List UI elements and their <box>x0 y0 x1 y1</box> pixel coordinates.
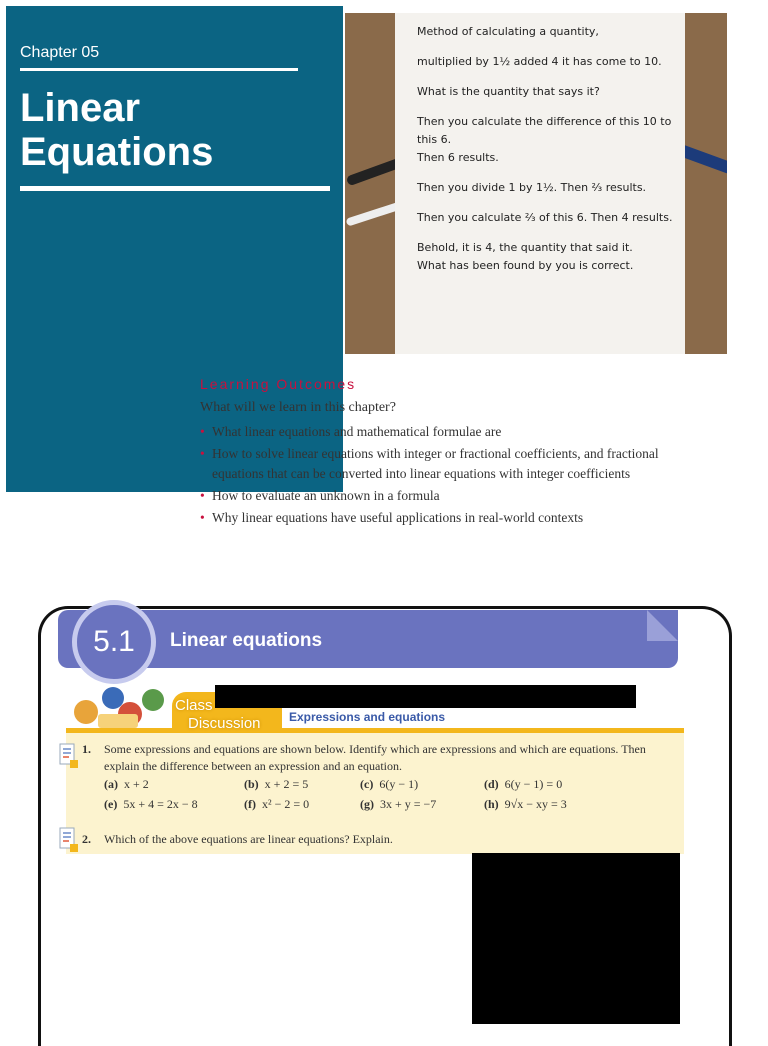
option-b <box>244 777 308 792</box>
option-label: (g) <box>360 797 374 811</box>
redaction-block <box>215 685 636 708</box>
note-line: What has been found by you is correct. <box>417 259 634 272</box>
option-label: (f) <box>244 797 256 811</box>
note-line: Then you calculate ⅔ of this 6. Then 4 results. <box>417 211 673 224</box>
list-item: • How to evaluate an unknown in a formula <box>200 486 680 506</box>
class-discussion-label-discussion: Discussion <box>188 715 261 732</box>
list-item: • What linear equations and mathematical formulae are <box>200 422 680 442</box>
option-h <box>484 797 567 812</box>
note-line: Method of calculating a quantity, <box>417 25 599 38</box>
question-1-number: 1. <box>82 742 91 756</box>
handwritten-note-photo <box>345 13 727 354</box>
note-line: What is the quantity that says it? <box>417 85 600 98</box>
option-expression: 6(y − 1) <box>379 777 419 791</box>
option-d <box>484 777 562 792</box>
divider-bottom <box>20 186 330 191</box>
option-label: (a) <box>104 777 118 791</box>
question-2-number: 2. <box>82 832 91 846</box>
note-paper <box>395 13 685 354</box>
chapter-title <box>20 86 213 174</box>
option-expression: 3x + y = −7 <box>380 797 437 811</box>
option-expression: 6(y − 1) = 0 <box>504 777 563 791</box>
note-line: Behold, it is 4, the quantity that said it. <box>417 241 633 254</box>
note-line: Then you divide 1 by 1½. Then ⅔ results. <box>417 181 647 194</box>
note-line: Then 6 results. <box>417 151 499 164</box>
option-e <box>104 797 198 812</box>
redaction-block <box>472 853 680 1024</box>
learning-outcomes-question: What will we learn in this chapter? <box>200 400 396 415</box>
note-line: Then you calculate the difference of this 10 to this 6. <box>417 115 672 146</box>
section-title: Linear equations <box>170 630 323 651</box>
question-2-text: Which of the above equations are linear equations? Explain. <box>104 832 393 846</box>
chapter-title-line1: Linear <box>20 86 141 130</box>
learning-outcomes-heading: Learning Outcomes <box>200 376 357 392</box>
question-1-text: Some expressions and equations are shown below. Identify which are expressions and which are equations. Then explain the difference between an expression and an equation. <box>104 742 646 773</box>
class-discussion-label-class: Class <box>175 697 213 714</box>
learning-outcomes-list <box>200 422 680 528</box>
learning-outcomes <box>200 376 680 530</box>
list-item: • How to solve linear equations with integer or fractional coefficients, and fractional equations that can be converted into linear equations with integer coefficients <box>200 444 680 484</box>
class-discussion-heading: Expressions and equations <box>289 710 446 724</box>
option-a <box>104 777 149 792</box>
option-label: (e) <box>104 797 118 811</box>
worksheet-icon <box>58 826 78 854</box>
option-expression: 5x + 4 = 2x − 8 <box>123 797 198 811</box>
option-expression: x² − 2 = 0 <box>262 797 310 811</box>
option-label: (c) <box>360 777 374 791</box>
chapter-panel-extension <box>6 354 191 492</box>
option-label: (h) <box>484 797 499 811</box>
note-line: multiplied by 1½ added 4 it has come to 10. <box>417 55 662 68</box>
chapter-title-line2: Equations <box>20 130 214 174</box>
option-expression: x + 2 = 5 <box>264 777 309 791</box>
option-label: (b) <box>244 777 259 791</box>
option-c <box>360 777 418 792</box>
option-label: (d) <box>484 777 499 791</box>
section-number-badge: 5.1 <box>72 600 156 684</box>
list-item: • Why linear equations have useful applications in real-world contexts <box>200 508 680 528</box>
option-expression: x + 2 <box>124 777 149 791</box>
option-g <box>360 797 436 812</box>
worksheet-icon <box>58 742 78 770</box>
students-illustration-icon <box>68 684 174 734</box>
chapter-label: Chapter 05 <box>20 44 100 61</box>
option-expression: 9√x − xy = 3 <box>504 797 567 811</box>
divider-top <box>20 68 298 71</box>
option-f <box>244 797 309 812</box>
